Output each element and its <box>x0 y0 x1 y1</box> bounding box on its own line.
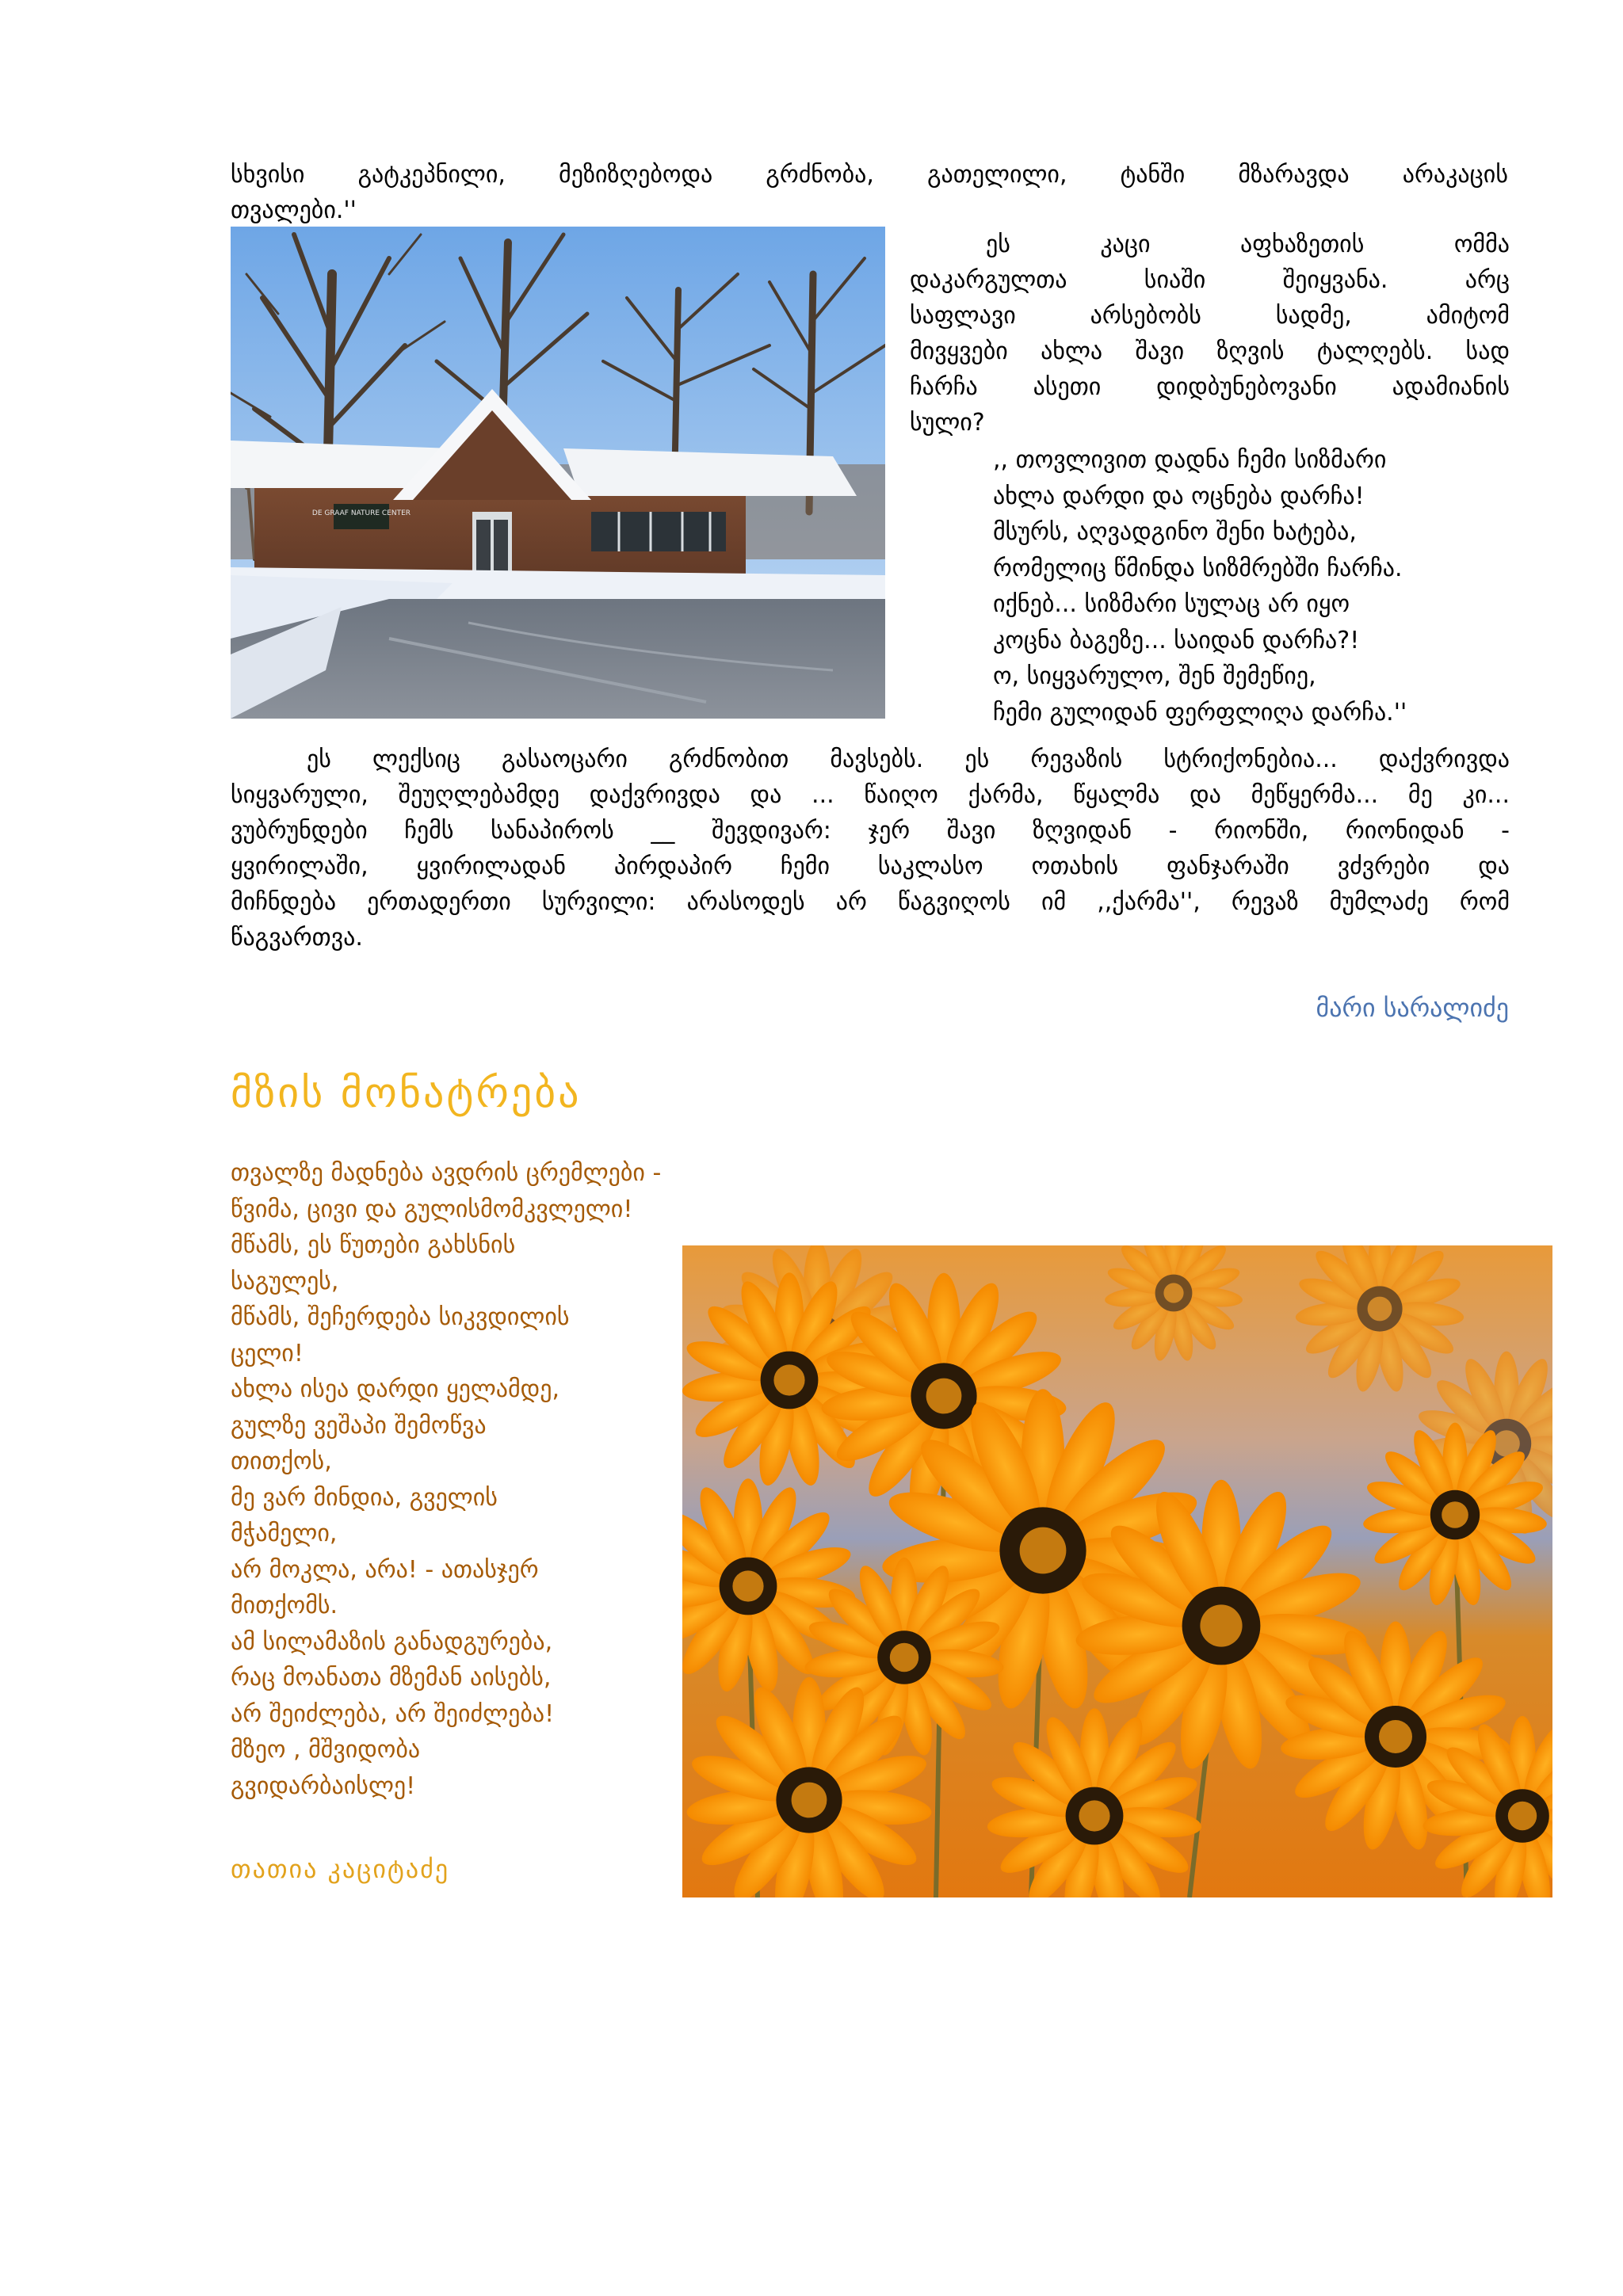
section-title: მზის მონატრება <box>231 1070 582 1117</box>
poem-2-line: ამ სილამაზის განადგურება, <box>231 1627 553 1656</box>
poem-2-line: მწამს, შეჩერდება სიკვდილის <box>231 1303 570 1331</box>
poem-2-line: თითქოს, <box>231 1447 332 1475</box>
body-line-1: ეს ლექსიც გასაოცარი გრძნობით მავსებს. ეს რევაზის სტრიქონებია... დაქვრივდა <box>307 746 1510 773</box>
body-line-5: მიჩნდება ერთადერთი სურვილი: არასოდეს არ წაგვიღოს იმ ,,ქარმა'', რევაზ მუმლაძე რომ <box>231 888 1510 916</box>
poem-1-line: ახლა დარდი და ოცნება დარჩა! <box>993 482 1365 510</box>
poem-2-line: გულზე ვეშაპი შემოწვა <box>231 1411 487 1440</box>
poem-1 <box>993 442 1407 730</box>
body-paragraph <box>231 742 1510 955</box>
poem-1-line: ჩემი გულიდან ფერფლიღა დარჩა.'' <box>993 698 1407 727</box>
side-line-2: დაკარგულთა სიაში შეიყვანა. არც <box>910 266 1510 294</box>
body-line-6: წაგვართვა. <box>231 924 363 952</box>
body-line-4: ყვირილაში, ყვირილადან პირდაპირ ჩემი საკლასო ოთახის ფანჯარაში ვძვრები და <box>231 852 1510 880</box>
poem-2-line: რაც მოანათა მზემან აისებს, <box>231 1664 552 1691</box>
poem-2-line: არ შეიძლება, არ შეიძლება! <box>231 1699 555 1728</box>
side-line-3: საფლავი არსებობს სადმე, ამიტომ <box>910 302 1510 330</box>
body-line-3: ვუბრუნდები ჩემს სანაპიროს __ შევდივარ: ჯერ შავი ზღვიდან - რიონში, რიონიდან - <box>231 817 1510 845</box>
winter-nature-center-photo <box>231 227 885 719</box>
poem-1-line: ,, თოვლივით დადნა ჩემი სიზმარი <box>993 446 1387 474</box>
poem-1-line: იქნებ... სიზმარი სულაც არ იყო <box>993 590 1350 618</box>
author-mari-saralidze: მარი სარალიძე <box>1316 993 1509 1023</box>
poem-1-line: ო, სიყვარულო, შენ შემეწიე, <box>993 662 1316 690</box>
poem-1-line: მსურს, აღვადგინო შენი ხატება, <box>993 518 1357 546</box>
author-tatia-katsitadze: თათია კაციტაძე <box>231 1854 450 1884</box>
orange-daisies-photo <box>682 1245 1552 1897</box>
side-line-1: ეს კაცი აფხაზეთის ომმა <box>986 231 1510 258</box>
poem-2 <box>231 1155 661 1804</box>
nature-center-sign: DE GRAAF NATURE CENTER <box>311 509 411 517</box>
side-line-4: მივყვები ახლა შავი ზღვის ტალღებს. სად <box>910 338 1510 365</box>
poem-2-line: ცელი! <box>231 1339 304 1367</box>
side-text <box>910 227 1510 441</box>
poem-2-line: მზეო , მშვიდობა <box>231 1736 421 1764</box>
poem-2-line: არ მოკლა, არა! - ათასჯერ <box>231 1555 539 1584</box>
poem-2-line: საგულეს, <box>231 1267 339 1295</box>
poem-2-line: მწამს, ეს წუთები გახსნის <box>231 1231 516 1259</box>
body-line-2: სიყვარული, შეუღლებამდე დაქვრივდა და ... წაიღო ქარმა, წყალმა და მეწყერმა... მე კი... <box>231 781 1510 809</box>
poem-2-line: მჭამელი, <box>231 1520 338 1547</box>
poem-1-line: კოცნა ბაგეზე... საიდან დარჩა?! <box>993 626 1360 654</box>
poem-2-line: ახლა ისეა დარდი ყელამდე, <box>231 1375 559 1403</box>
intro-line-1: სხვისი გატკეპნილი, მეზიზღებოდა გრძნობა, გათელილი, ტანში მზარავდა არაკაცის <box>231 161 1508 189</box>
poem-2-line: გვიდარბაისლე! <box>231 1772 416 1800</box>
poem-2-line: მე ვარ მინდია, გველის <box>231 1483 498 1512</box>
poem-2-line: წვიმა, ცივი და გულისმომკვლელი! <box>231 1195 633 1223</box>
intro-line-2: თვალები.'' <box>231 196 357 224</box>
poem-1-line: რომელიც წმინდა სიზმრებში ჩარჩა. <box>993 554 1403 582</box>
side-line-6: სული? <box>910 409 985 437</box>
poem-2-line: თვალზე მადნება ავდრის ცრემლები - <box>231 1159 662 1187</box>
poem-2-line: მითქომს. <box>231 1592 338 1619</box>
side-line-5: ჩარჩა ასეთი დიდბუნებოვანი ადამიანის <box>910 373 1510 401</box>
